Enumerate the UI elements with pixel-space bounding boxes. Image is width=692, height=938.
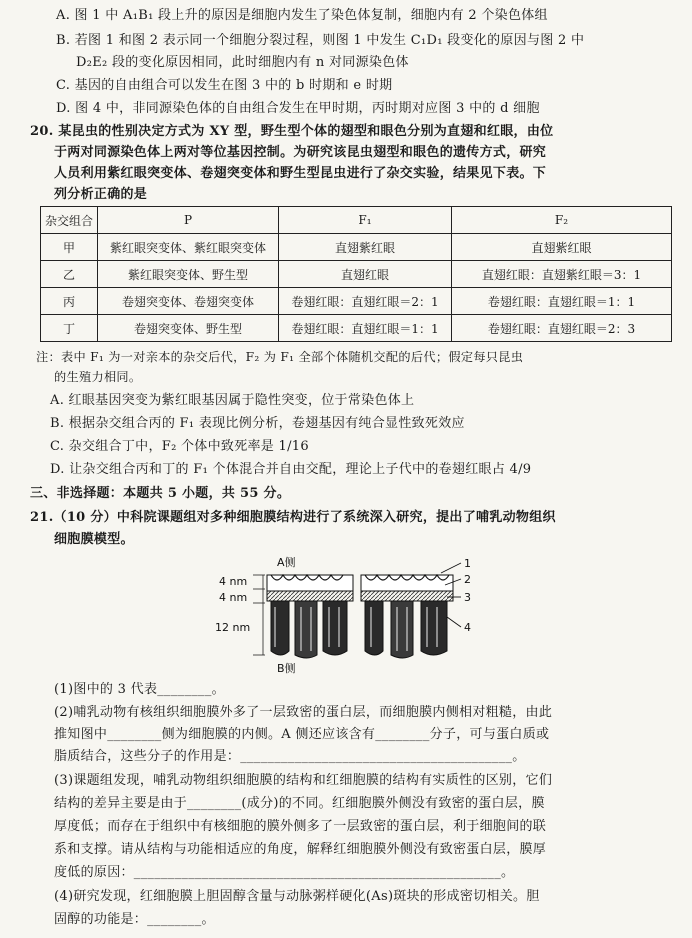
dimension-label: 12 nm (215, 621, 251, 634)
q21-part3-line1: (3)课题组发现，哺乳动物组织细胞膜的结构和红细胞膜的结构有实质性的区别，它们 (54, 773, 553, 788)
table-cell: 卷翅红眼：直翅红眼＝2：1 (279, 288, 452, 315)
table-header-cell: 杂交组合 (41, 207, 98, 234)
q20-option-b: B. 根据杂交组合丙的 F₁ 表现比例分析，卷翅基因有纯合显性致死效应 (50, 416, 465, 431)
table-cell: 直翅红眼 (279, 261, 452, 288)
side-b-label: B侧 (277, 662, 296, 675)
hybridization-table (40, 206, 672, 342)
membrane-right-block (361, 575, 453, 658)
q21-stem-line2: 细胞膜模型。 (54, 532, 134, 547)
table-cell: 卷翅红眼：直翅红眼＝1：1 (452, 288, 672, 315)
table-header-cell: F₁ (279, 207, 452, 234)
dimension-label: 4 nm (219, 591, 248, 604)
table-row (41, 315, 672, 342)
table-cell: 紫红眼突变体、紫红眼突变体 (98, 234, 279, 261)
q21-part4-line1: (4)研究发现，红细胞膜上胆固醇含量与动脉粥样硬化(As)斑块的形成密切相关。胆 (54, 889, 540, 904)
q21-part3-line2: 结构的差异主要是由于________(成分)的不同。红细胞膜外侧没有致密的蛋白层，膜 (54, 796, 545, 811)
q19-option-c: C. 基因的自由组合可以发生在图 3 中的 b 时期和 e 时期 (56, 78, 393, 93)
table-header-row (41, 207, 672, 234)
table-cell: 丙 (41, 288, 98, 315)
table-cell: 卷翅红眼：直翅红眼＝1：1 (279, 315, 452, 342)
table-cell: 丁 (41, 315, 98, 342)
q21-part4-line2: 固醇的功能是：________。 (54, 912, 215, 927)
table-cell: 卷翅突变体、卷翅突变体 (98, 288, 279, 315)
q20-stem-line1: 20. 某昆虫的性别决定方式为 XY 型，野生型个体的翅型和眼色分别为直翅和红眼，由位 (30, 124, 554, 139)
membrane-model-figure (215, 555, 475, 675)
dimension-label: 4 nm (219, 575, 248, 588)
q21-part3-line3: 厚度低；而存在于组织中有核细胞的膜外侧多了一层致密的蛋白层，利于细胞间的联 (54, 819, 547, 834)
q19-option-d: D. 图 4 中，非同源染色体的自由组合发生在甲时期，丙时期对应图 3 中的 d 细胞 (56, 101, 540, 116)
table-cell: 紫红眼突变体、野生型 (98, 261, 279, 288)
section-heading: 三、非选择题：本题共 5 小题，共 55 分。 (30, 486, 291, 501)
callout-number-3: 3 (464, 591, 471, 604)
table-header-cell: P (98, 207, 279, 234)
q20-stem-line3: 人员利用紫红眼突变体、卷翅突变体和野生型昆虫进行了杂交实验，结果见下表。下 (54, 166, 547, 181)
table-cell: 直翅紫红眼 (452, 234, 672, 261)
q19-option-b-line2: D₂E₂ 段的变化原因相同，此时细胞内有 n 对同源染色体 (76, 55, 409, 70)
table-cell: 卷翅红眼：直翅红眼＝2：3 (452, 315, 672, 342)
q20-option-c: C. 杂交组合丁中，F₂ 个体中致死率是 1/16 (50, 439, 309, 454)
table-header-cell: F₂ (452, 207, 672, 234)
table-row (41, 234, 672, 261)
q21-part2-line2: 推知图中________侧为细胞膜的内侧。A 侧还应该含有________分子，可与蛋白质或 (54, 727, 550, 742)
membrane-left-block (267, 575, 353, 658)
table-cell: 乙 (41, 261, 98, 288)
q21-part2-line3: 脂质结合，这些分子的作用是：________________________________________。 (54, 749, 526, 764)
q21-part3-line5: 度低的原因：______________________________________________________。 (54, 865, 515, 880)
q19-option-a: A. 图 1 中 A₁B₁ 段上升的原因是细胞内发生了染色体复制，细胞内有 2 个染色体组 (56, 8, 548, 23)
q19-option-b-line1: B. 若图 1 和图 2 表示同一个细胞分裂过程，则图 1 中发生 C₁D₁ 段变化的原因与图 2 中 (56, 33, 585, 48)
q21-stem-line1: 21.（10 分）中科院课题组对多种细胞膜结构进行了系统深入研究，提出了哺乳动物组织 (30, 510, 556, 525)
table-note-line1: 注：表中 F₁ 为一对亲本的杂交后代，F₂ 为 F₁ 全部个体随机交配的后代；假定每只昆虫 (36, 350, 524, 364)
callout-number-2: 2 (464, 573, 471, 586)
table-row (41, 261, 672, 288)
table-cell: 直翅红眼：直翅紫红眼＝3：1 (452, 261, 672, 288)
callout-number-4: 4 (464, 621, 471, 634)
q20-stem-line4: 列分析正确的是 (54, 187, 148, 202)
table-cell: 卷翅突变体、野生型 (98, 315, 279, 342)
q21-part3-line4: 系和支撑。请从结构与功能相适应的角度，解释红细胞膜外侧没有致密蛋白层，膜厚 (54, 842, 547, 857)
q21-part2-line1: (2)哺乳动物有核组织细胞膜外多了一层致密的蛋白层，而细胞膜内侧相对粗糙，由此 (54, 705, 553, 720)
q20-stem-line2: 于两对同源染色体上两对等位基因控制。为研究该昆虫翅型和眼色的遗传方式，研究 (54, 145, 547, 160)
table-cell: 直翅紫红眼 (279, 234, 452, 261)
table-cell: 甲 (41, 234, 98, 261)
membrane-diagram (215, 555, 475, 675)
table-note-line2: 的生殖力相同。 (54, 370, 142, 384)
dimension-ticks (253, 575, 265, 655)
side-a-label: A侧 (277, 556, 296, 569)
callout-number-1: 1 (464, 557, 471, 570)
q20-option-d: D. 让杂交组合丙和丁的 F₁ 个体混合并自由交配，理论上子代中的卷翅红眼占 4/9 (50, 462, 532, 477)
table-row (41, 288, 672, 315)
q20-option-a: A. 红眼基因突变为紫红眼基因属于隐性突变，位于常染色体上 (50, 393, 415, 408)
q21-part1: (1)图中的 3 代表________。 (54, 682, 225, 697)
